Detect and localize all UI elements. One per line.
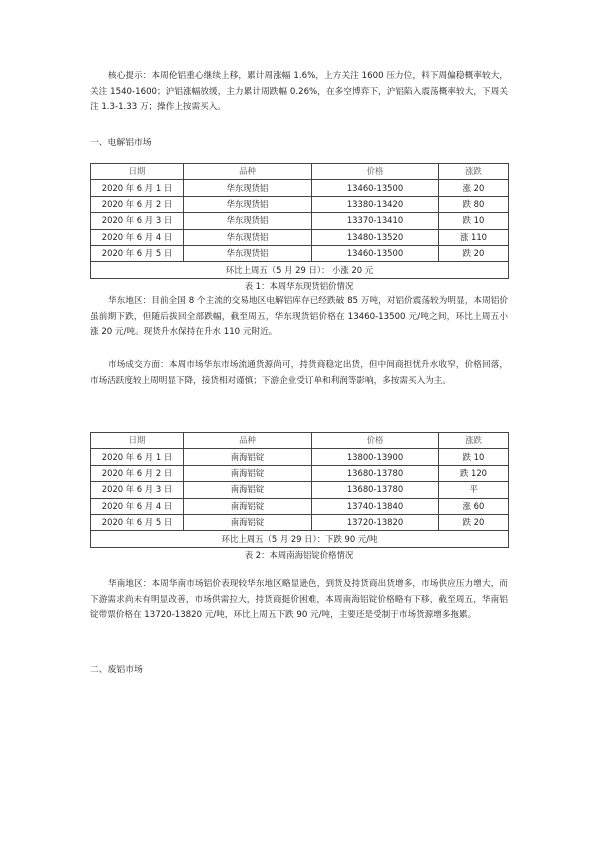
header-change: 涨跌 bbox=[439, 164, 509, 180]
intro-paragraph: 核心提示：本周伦铝重心继续上移，累计周涨幅 1.6%，上方关注 1600 压力位，料下周偏稳概率较大，关注 1540-1600；沪铝涨幅放缓，主力累计周跌幅 0.26%，在多空博弈下，沪铝陷入震荡概率较大，下周关注 1.3-1.33 万；操作上按需买入。 bbox=[90, 71, 508, 112]
cell-product: 华东现货铝 bbox=[184, 180, 312, 196]
header-price: 价格 bbox=[312, 433, 439, 449]
header-product: 品种 bbox=[184, 433, 312, 449]
cell-product: 华东现货铝 bbox=[184, 213, 312, 229]
table-summary-row bbox=[91, 262, 509, 278]
section-1-heading: 一、电解铝市场 bbox=[90, 138, 152, 148]
cell-date: 2020 年 6 月 3 日 bbox=[91, 482, 184, 498]
cell-product: 南海铝锭 bbox=[184, 465, 312, 481]
cell-change: 涨 20 bbox=[439, 180, 509, 196]
table-row bbox=[91, 245, 509, 261]
header-product: 品种 bbox=[184, 164, 312, 180]
cell-date: 2020 年 6 月 4 日 bbox=[91, 498, 184, 514]
cell-date: 2020 年 6 月 5 日 bbox=[91, 245, 184, 261]
header-price: 价格 bbox=[312, 164, 439, 180]
cell-date: 2020 年 6 月 1 日 bbox=[91, 449, 184, 465]
table-row bbox=[91, 213, 509, 229]
table-row bbox=[91, 465, 509, 481]
cell-date: 2020 年 6 月 3 日 bbox=[91, 213, 184, 229]
table-summary-row bbox=[91, 531, 509, 547]
cell-price: 13720-13820 bbox=[312, 514, 439, 530]
cell-price: 13740-13840 bbox=[312, 498, 439, 514]
aluminum-east-price-table bbox=[90, 163, 509, 279]
cell-product: 南海铝锭 bbox=[184, 514, 312, 530]
cell-price: 13480-13520 bbox=[312, 229, 439, 245]
cell-product: 华东现货铝 bbox=[184, 245, 312, 261]
cell-price: 13680-13780 bbox=[312, 482, 439, 498]
table-row bbox=[91, 482, 509, 498]
cell-change: 跌 80 bbox=[439, 196, 509, 212]
table-2-caption: 表 2：本周南海铝锭价格情况 bbox=[244, 550, 354, 560]
table-1-caption: 表 1：本周华东现货铝价情况 bbox=[244, 281, 354, 291]
summary-cell: 环比上周五（5 月 29 日）：下跌 90 元/吨 bbox=[91, 531, 509, 547]
table-row bbox=[91, 498, 509, 514]
east-region-paragraph: 华东地区：目前全国 8 个主流的交易地区电解铝库存已经跌破 85 万吨，对铝价震荡较为明显，本周铝价虽前期下跌，但随后拔回全部跌幅，截至周五，华东现货铝价格在 13460-13500 元/吨之间，环比上周五小涨 20 元/吨。现货升水保持在升水 110 元附近。 bbox=[90, 296, 508, 337]
aluminum-south-price-table bbox=[90, 432, 509, 548]
cell-change: 跌 10 bbox=[439, 449, 509, 465]
cell-product: 华东现货铝 bbox=[184, 229, 312, 245]
market-trading-paragraph: 市场成交方面：本周市场华东市场流通货源尚可，持货商稳定出货，但中间商担忧升水收窄，价格回落，市场活跃度较上周明显下降，接货相对谨慎；下游企业受订单和利润等影响，多按需买入为主。 bbox=[90, 360, 508, 386]
table-header-row bbox=[91, 433, 509, 449]
cell-price: 13380-13420 bbox=[312, 196, 439, 212]
cell-price: 13800-13900 bbox=[312, 449, 439, 465]
cell-date: 2020 年 6 月 1 日 bbox=[91, 180, 184, 196]
cell-price: 13460-13500 bbox=[312, 180, 439, 196]
header-date: 日期 bbox=[91, 433, 184, 449]
cell-product: 南海铝锭 bbox=[184, 449, 312, 465]
cell-price: 13460-13500 bbox=[312, 245, 439, 261]
cell-date: 2020 年 6 月 4 日 bbox=[91, 229, 184, 245]
table-row bbox=[91, 180, 509, 196]
cell-change: 涨 110 bbox=[439, 229, 509, 245]
cell-date: 2020 年 6 月 2 日 bbox=[91, 465, 184, 481]
cell-price: 13370-13410 bbox=[312, 213, 439, 229]
summary-cell: 环比上周五（5 月 29 日）： 小涨 20 元 bbox=[91, 262, 509, 278]
cell-product: 南海铝锭 bbox=[184, 482, 312, 498]
cell-change: 跌 10 bbox=[439, 213, 509, 229]
table-row bbox=[91, 449, 509, 465]
section-2-heading: 二、废铝市场 bbox=[90, 665, 143, 675]
cell-product: 南海铝锭 bbox=[184, 498, 312, 514]
cell-date: 2020 年 6 月 5 日 bbox=[91, 514, 184, 530]
header-date: 日期 bbox=[91, 164, 184, 180]
cell-change: 跌 20 bbox=[439, 514, 509, 530]
cell-price: 13680-13780 bbox=[312, 465, 439, 481]
cell-change: 跌 20 bbox=[439, 245, 509, 261]
header-change: 涨跌 bbox=[439, 433, 509, 449]
south-region-paragraph: 华南地区：本周华南市场铝价表现较华东地区略显逊色，到货及持货商出货增多，市场供应压力增大，而下游需求尚未有明显改善，市场供需拉大，持货商挺价困难，本周南海铝锭价格略有下移，截至周五，华南铝锭带票价格在 13720-13820 元/吨，环比上周五下跌 90 元/吨，主要还是受制于市场货源增多拖累。 bbox=[90, 579, 508, 620]
table-row bbox=[91, 514, 509, 530]
cell-product: 华东现货铝 bbox=[184, 196, 312, 212]
cell-date: 2020 年 6 月 2 日 bbox=[91, 196, 184, 212]
table-header-row bbox=[91, 164, 509, 180]
table-row bbox=[91, 229, 509, 245]
cell-change: 涨 60 bbox=[439, 498, 509, 514]
cell-change: 跌 120 bbox=[439, 465, 509, 481]
table-row bbox=[91, 196, 509, 212]
cell-change: 平 bbox=[439, 482, 509, 498]
